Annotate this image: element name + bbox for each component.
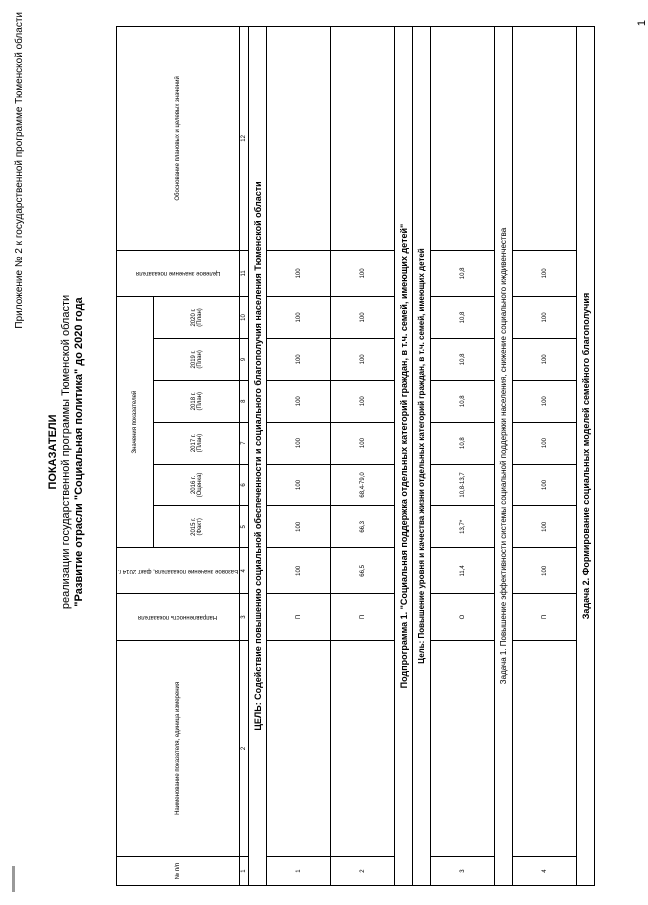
col-number: 8 bbox=[240, 380, 249, 422]
table-row: 1 П 100 100 100 100 100 100 100 100 bbox=[267, 27, 331, 886]
col-number: 12 bbox=[240, 27, 249, 251]
col-number: 3 bbox=[240, 594, 249, 640]
title-block bbox=[47, 12, 86, 892]
indicators-table bbox=[116, 26, 595, 886]
header-base: Базовое значение показателя, факт 2014 г. bbox=[117, 548, 240, 594]
col-number: 9 bbox=[240, 338, 249, 380]
header-year: 2015 г. (Факт) bbox=[153, 506, 239, 548]
header-year: 2019 г. (План) bbox=[153, 338, 239, 380]
page-number: 1 bbox=[636, 20, 648, 27]
main-goal-row: ЦЕЛЬ: Содействие повышению социальной обеспеченности и социального благополучия населения Тюменской области bbox=[249, 27, 267, 886]
col-number: 1 bbox=[240, 857, 249, 886]
header-justification: Обоснование плановых и целевых значений bbox=[117, 27, 240, 251]
table-row: 4 П 100 100 100 100 100 100 100 100 bbox=[513, 27, 577, 886]
header-num: № п/п bbox=[117, 857, 240, 886]
header-values-group: Значения показателей bbox=[117, 296, 154, 547]
task-row: Задача 2. Формирование социальных моделей семейного благополучия bbox=[577, 27, 595, 886]
header-year: 2018 г. (План) bbox=[153, 380, 239, 422]
document-subtitle-1: реализации государственной программы Тюменской области bbox=[60, 294, 72, 610]
col-number: 7 bbox=[240, 422, 249, 464]
subprogram-row: Подпрограмма 1. "Социальная поддержка отдельных категорий граждан, в т.ч. семей, имеющих детей" bbox=[395, 27, 413, 886]
header-direction: Направленность показателя bbox=[117, 594, 240, 640]
appendix-note: Приложение № 2 к государственной программе Тюменской области bbox=[14, 12, 25, 329]
col-number: 11 bbox=[240, 250, 249, 296]
task-row: Задача 1. Повышение эффективности системы социальной поддержки населения, снижение социального иждивенчества bbox=[495, 27, 513, 886]
document-subtitle-2: "Развитие отрасли "Социальная политика" до 2020 года bbox=[73, 297, 85, 607]
rotated-sheet bbox=[14, 12, 648, 892]
document-title: ПОКАЗАТЕЛИ bbox=[47, 414, 59, 490]
col-number: 2 bbox=[240, 640, 249, 857]
col-number: 4 bbox=[240, 548, 249, 594]
header-year: 2016 г. (Оценка) bbox=[153, 464, 239, 506]
header-year: 2017 г. (План) bbox=[153, 422, 239, 464]
col-number: 10 bbox=[240, 296, 249, 338]
col-number: 5 bbox=[240, 506, 249, 548]
header-year: 2020 г. (План) bbox=[153, 296, 239, 338]
table-row: 2 П 66,5 66,3 68,4-79,0 100 100 100 100 100 bbox=[331, 27, 395, 886]
header-name: Наименование показателя, единица измерения bbox=[117, 640, 240, 857]
sub-goal-row: Цель: Повышение уровня и качества жизни отдельных категорий граждан, в т.ч. семей, имеющих детей bbox=[413, 27, 431, 886]
col-number: 6 bbox=[240, 464, 249, 506]
table-row: 3 О 11,4 13,7* 10,8-13,7 10,8 10,8 10,8 10,8 10,8 bbox=[431, 27, 495, 886]
header-target: Целевое значение показателя bbox=[117, 250, 240, 296]
scan-mark bbox=[12, 866, 15, 892]
